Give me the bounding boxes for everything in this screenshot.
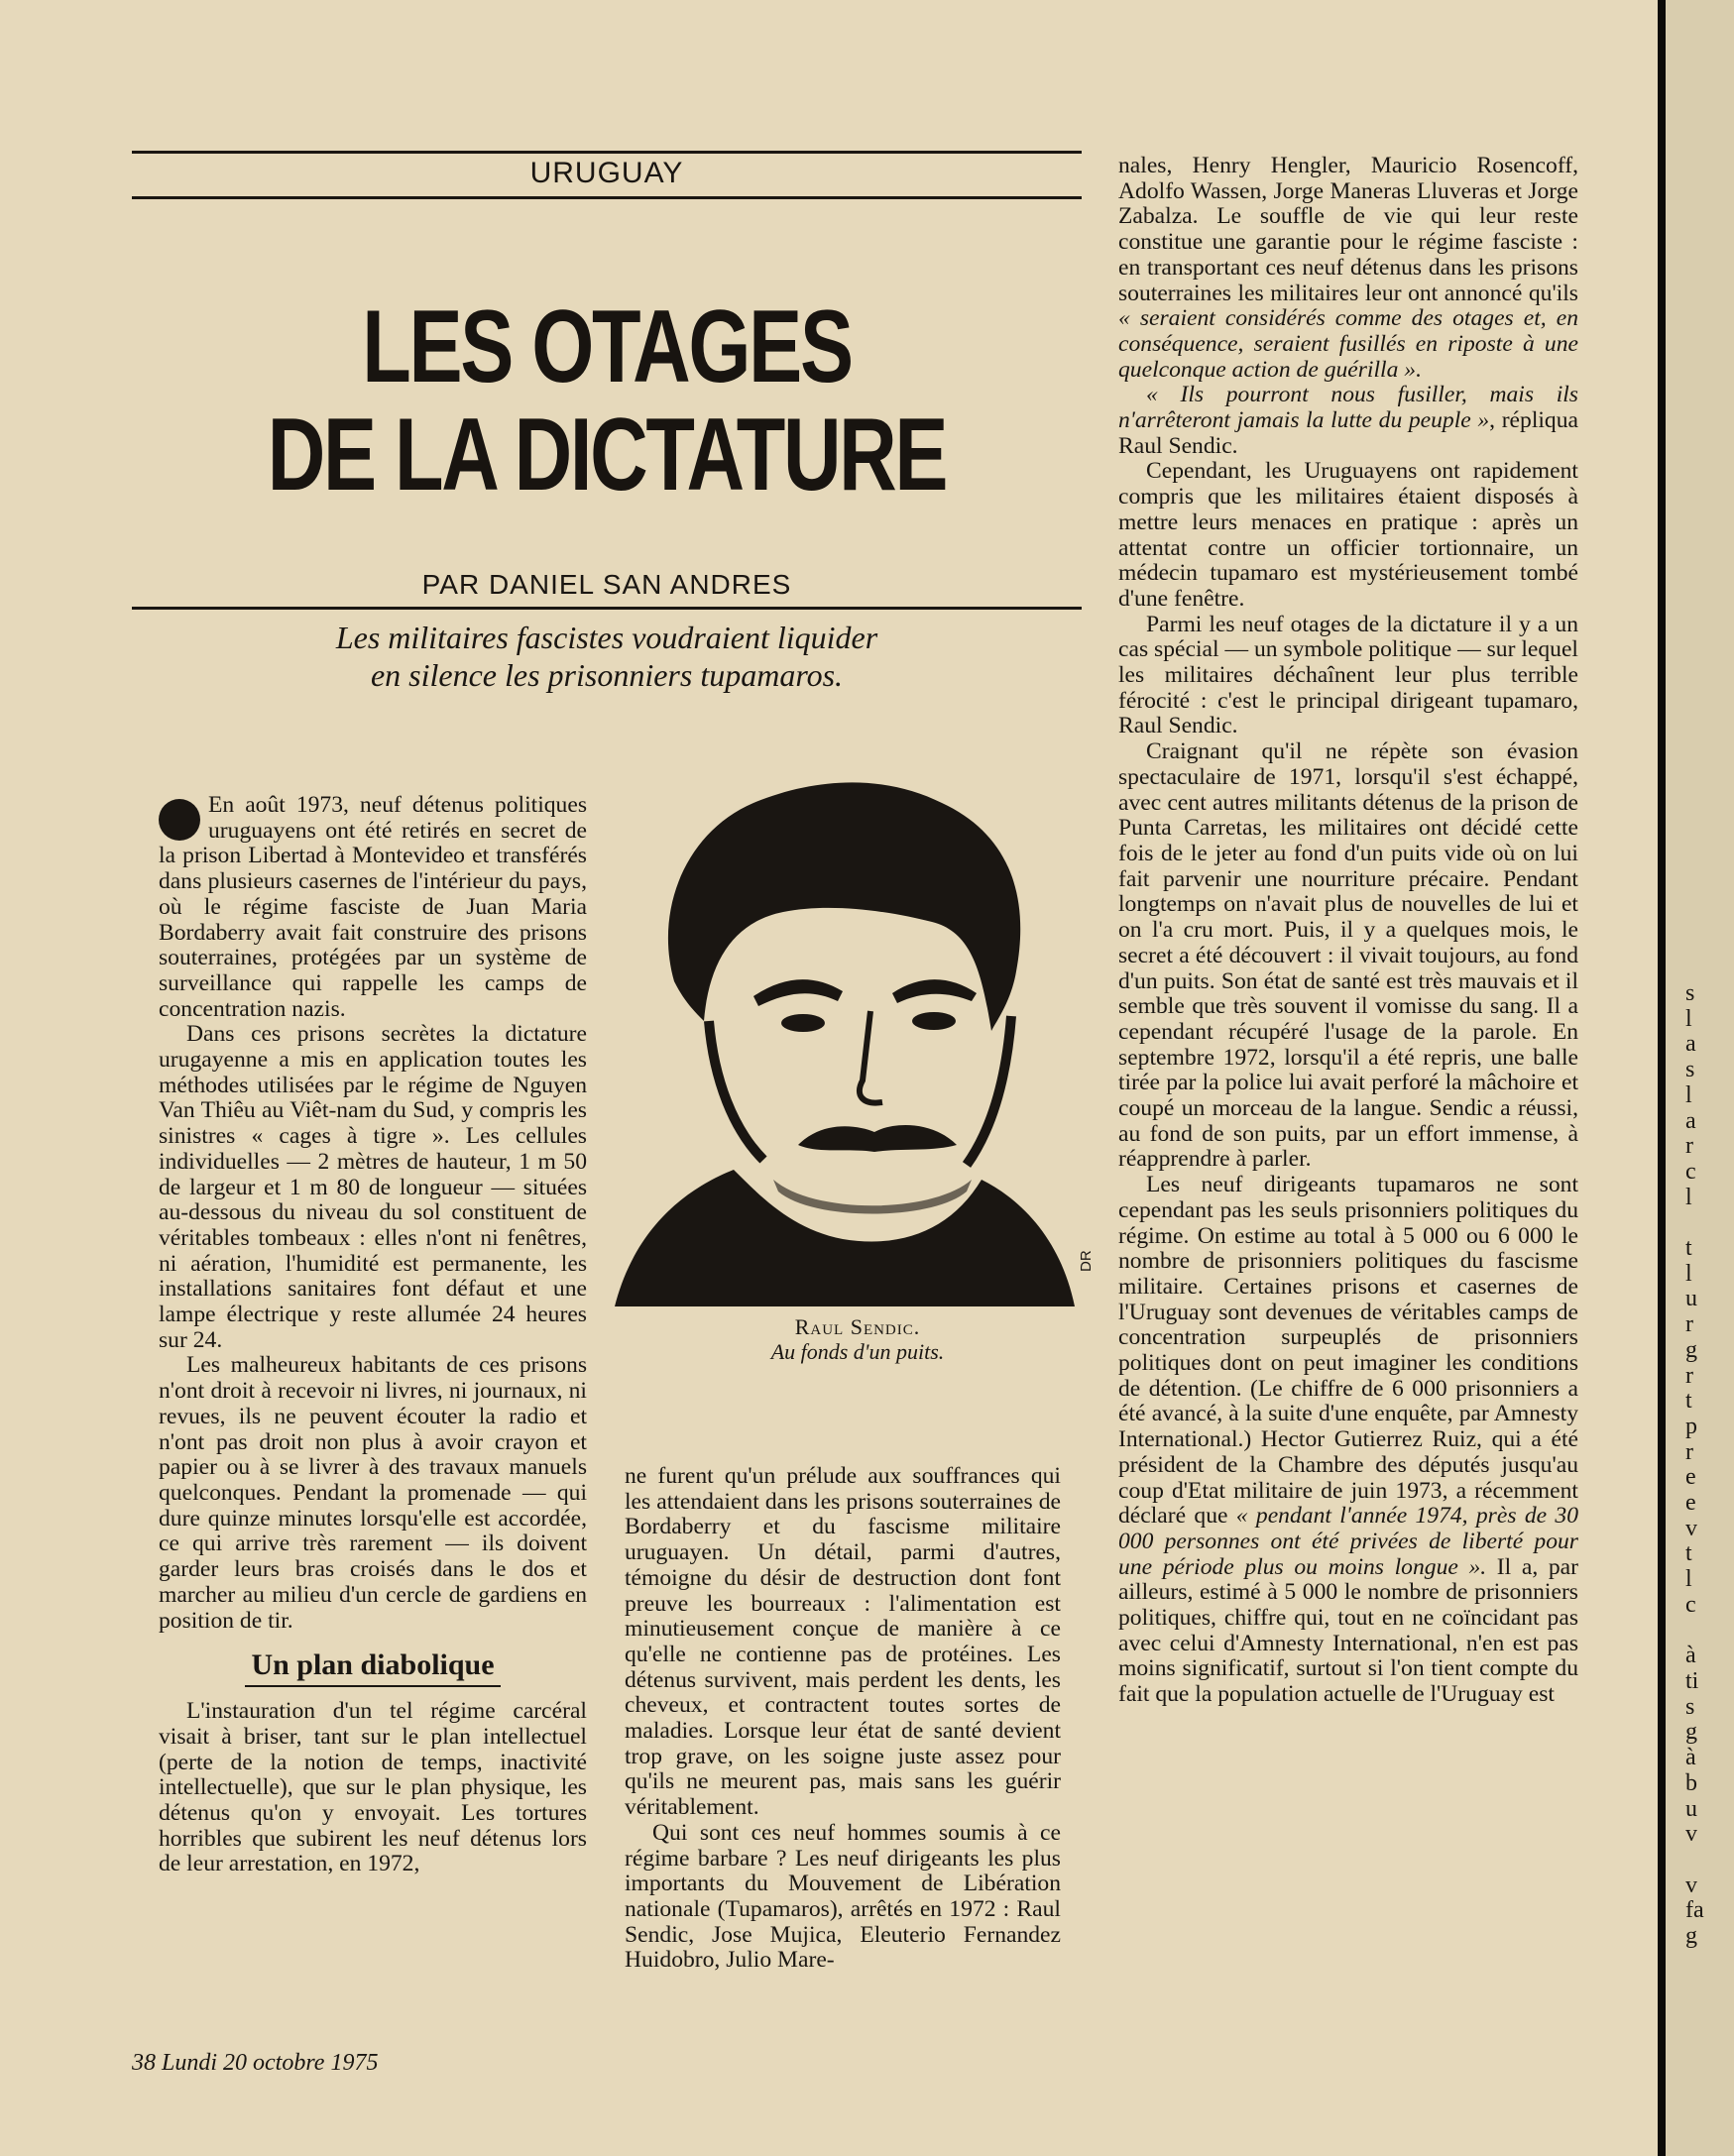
adjacent-page-letter: [1685, 1848, 1704, 1873]
headline-line-1: LES OTAGES: [362, 289, 852, 404]
paragraph: Cependant, les Uruguayens ont rapidement compris que les militaires étaient disposés à mettre leurs menaces en pratique : après un attentat contre un officier tortionnaire, un médecin tupamaro est mystérieusement tombé d'une fenêtre.: [1118, 458, 1578, 612]
paragraph: Qui sont ces neuf hommes soumis à ce régime barbare ? Les neuf dirigeants les plus importants du Mouvement de Libération nationale (Tupamaros), arrêtés en 1972 : Raul Sendic, Jose Mujica, Eleuterio Fernandez Huidobro, Julio Mare-: [625, 1819, 1061, 1974]
paragraph: L'instauration d'un tel régime carcéral visait à briser, tant sur le plan intellectuel (perte de la notion de temps, inactivité intellectuelle), que sur le plan physique, les détenus qu'on y envoyait. Les tortures horribles que subirent les neuf détenus lors de leur arrestation, en 1972,: [159, 1698, 587, 1877]
quote: « seraient considérés comme des otages et, en conséquence, seraient fusillés en riposte à une quelconque action de guérilla ».: [1118, 305, 1578, 383]
paragraph-text: Les neuf dirigeants tupamaros ne sont cependant pas les seuls prisonniers politiques du régime. On estime au total à 5 000 ou 6 000 le nombre de prisonniers politiques du fascisme militaire. Certaines prisons et casernes de l'Uruguay sont devenues de véritables camps de concentration surpeuplés de prisonniers politiques dont on peut imaginer les conditions de détention. (Le chiffre de 6 000 prisonniers a été avancé, à la suite d'une enquête, par Amnesty International.) Hector Gutierrez Ruiz, qui a été président de la Chambre des députés jusqu'au coup d'Etat militaire de juin 1973, a récemment déclaré que: [1118, 1172, 1578, 1530]
adjacent-page-letter: [1685, 1619, 1704, 1645]
paragraph: [159, 793, 587, 1022]
adjacent-page-letter: [1685, 1210, 1704, 1236]
eyebrow-right: [892, 979, 977, 1003]
portrait-illustration: [615, 763, 1075, 1306]
adjacent-page-letter: p: [1685, 1413, 1697, 1439]
article-column-2: [625, 1464, 1061, 1974]
photo-caption: [694, 1314, 1021, 1364]
article-column-3: [1118, 154, 1578, 1708]
adjacent-page-letter: ti: [1685, 1667, 1699, 1694]
adjacent-page-letter: e: [1685, 1464, 1696, 1491]
subheading-text: Un plan diabolique: [245, 1647, 500, 1687]
bullet-dot-icon: [159, 799, 200, 841]
adjacent-page-letter: c: [1685, 1591, 1696, 1618]
quote: « pendant l'année 1974, près de 30 000 personnes ont été privées de liberté pour une période plus ou moins longue ».: [1118, 1503, 1578, 1580]
photo-credit: DR: [1078, 1250, 1095, 1272]
cheek-left: [709, 1021, 763, 1160]
adjacent-page-letter: l: [1685, 1005, 1692, 1032]
adjacent-page-letter: s: [1685, 1057, 1695, 1083]
adjacent-page-letter: e: [1685, 1490, 1696, 1517]
nose: [860, 1011, 882, 1103]
adjacent-page-letter: t: [1685, 1388, 1692, 1415]
adjacent-page-letter: g: [1685, 1923, 1697, 1950]
adjacent-page-letter: t: [1685, 1235, 1692, 1262]
adjacent-page-edge: [1666, 0, 1734, 2156]
adjacent-page-letter: c: [1685, 1158, 1696, 1185]
subheading: [159, 1647, 587, 1687]
shoulders: [615, 1170, 1075, 1306]
cheek-right: [967, 1016, 1011, 1165]
adjacent-page-letter: l: [1685, 1184, 1692, 1210]
article-column-1: [159, 793, 587, 1877]
adjacent-page-letter: s: [1685, 980, 1695, 1006]
paragraph: [1118, 383, 1578, 459]
adjacent-page-letter: l: [1685, 1566, 1692, 1593]
paragraph-text: Il a, par ailleurs, estimé à 5 000 le nombre de prisonniers politiques, chiffre qui, tout en ne coïncidant pas avec celui d'Amnesty International, n'en est pas moins significatif, surtout si l'on tient compte du fait que la population actuelle de l'Uruguay est: [1118, 1553, 1578, 1708]
adjacent-page-letter: a: [1685, 1107, 1696, 1134]
moustache: [798, 1125, 957, 1152]
paragraph: Les malheureux habitants de ces prisons n'ont droit à recevoir ni livres, ni journaux, ni revues, ils ne peuvent écouter la radio et n'ont pas droit non plus à avoir crayon et papier ou à se livrer à des travaux manuels quelconques. Pendant la promenade — qui dure quinze minutes lorsqu'elle est accordée, ce qui arrive très rarement — ils doivent garder leurs bras croisés dans le dos et marcher au milieu d'un cercle de gardiens en position de tir.: [159, 1352, 587, 1634]
dek-line-2: en silence les prisonniers tupamaros.: [370, 657, 844, 693]
paragraph: Dans ces prisons secrètes la dictature urugayenne a mis en application toutes les méthodes utilisées par le régime de Nguyen Van Thiêu au Viêt-nam du Sud, y compris les sinistres « cages à tigre ». Les cellules individuelles — 2 mètres de hauteur, 1 m 50 de largeur et 1 m 80 de longueur — situées au-dessous du niveau du sol constituent de véritables tombeaux : elles n'ont ni fenêtres, ni aération, l'humidité est permanente, les installations sanitaires font défaut et une lampe électrique y reste allumée 24 heures sur 24.: [159, 1021, 587, 1353]
adjacent-page-letters: [1685, 981, 1704, 1950]
paragraph: [1118, 154, 1578, 383]
eye-right: [912, 1012, 956, 1030]
section-rule-bottom: [132, 196, 1082, 199]
adjacent-page-letter: l: [1685, 1081, 1692, 1108]
adjacent-page-letter: a: [1685, 1031, 1696, 1058]
headline-line-2: DE LA DICTATURE: [267, 397, 947, 512]
paragraph: Craignant qu'il ne répète son évasion spectaculaire de 1971, lorsqu'il s'est échappé, avec cent autres militants détenus de la prison de Punta Carretas, les militaires ont décidé cette fois de le jeter au fond d'un puits vide où on lui fait parvenir une nourriture précaire. Pendant longtemps on n'avait plus de nouvelles de lui et on l'a cru mort. Puis, il y a quelques mois, le secret a été découvert : il vivait toujours, au fond d'un puits. Son état de santé est très mauvais et il semble que très souvent il vomisse du sang. Il a cependant récupéré l'usage de la parole. En septembre 1972, lorsqu'il a été repris, une balle tirée par la police lui avait perforé la mâchoire et coupé un morceau de la langue. Sendic a réussi, au fond de son puits, par un effort immense, à réapprendre à parler.: [1118, 738, 1578, 1173]
adjacent-page-letter: à: [1685, 1643, 1696, 1669]
adjacent-page-letter: v: [1685, 1872, 1697, 1898]
adjacent-page-letter: r: [1685, 1133, 1693, 1160]
adjacent-page-letter: t: [1685, 1540, 1692, 1567]
paragraph: [1118, 1173, 1578, 1708]
headline: [236, 289, 977, 512]
section-label: URUGUAY: [529, 157, 684, 189]
dek-line-1: Les militaires fascistes voudraient liquider: [335, 620, 878, 655]
page-folio: 38 Lundi 20 octobre 1975: [132, 2050, 379, 2076]
adjacent-page-letter: r: [1685, 1311, 1693, 1338]
caption-name: Raul Sendic.: [794, 1314, 921, 1339]
adjacent-page-letter: fa: [1685, 1897, 1704, 1924]
caption-text: Au fonds d'un puits.: [770, 1339, 945, 1364]
byline-rule: [132, 607, 1082, 610]
quote: « Ils pourront nous fusiller, mais ils n'arrêteront jamais la lutte du peuple »: [1118, 382, 1578, 434]
paragraph-text: En août 1973, neuf détenus politiques uruguayens ont été retirés en secret de la prison Libertad à Montevideo et transférés dans plusieurs casernes de l'intérieur du pays, où le régime fasciste de Juan Maria Bordaberry avait fait construire des prisons souterraines, protégées par un système de surveillance qui rappelle les camps de concentration nazis.: [159, 792, 587, 1022]
adjacent-page-letter: u: [1685, 1795, 1697, 1822]
adjacent-page-letter: g: [1685, 1336, 1697, 1363]
adjacent-page-letter: r: [1685, 1438, 1693, 1465]
adjacent-page-letter: s: [1685, 1693, 1695, 1720]
adjacent-page-letter: u: [1685, 1286, 1697, 1312]
adjacent-page-letter: r: [1685, 1362, 1693, 1389]
paragraph: Parmi les neuf otages de la dictature il y a un cas spécial — un symbole politique — sur lequel les militaires déchaînent leur plus terrible férocité : c'est le principal dirigeant tupamaro, Raul Sendic.: [1118, 611, 1578, 739]
chin-shadow: [773, 1180, 972, 1214]
eye-left: [781, 1014, 825, 1032]
adjacent-page-letter: g: [1685, 1719, 1697, 1746]
byline: PAR DANIEL SAN ANDRES: [421, 569, 792, 600]
eyebrow-left: [753, 979, 843, 1006]
dek: [132, 619, 1082, 694]
adjacent-page-letter: v: [1685, 1821, 1697, 1848]
adjacent-page-letter: à: [1685, 1745, 1696, 1771]
paragraph: ne furent qu'un prélude aux souffrances qui les attendaient dans les prisons souterraines de Bordaberry et du fascisme militaire uruguayen. Un détail, parmi d'autres, témoigne du désir de destruction dont font preuve les bourreaux : l'alimentation est minutieusement conçue de manière à ce qu'elle ne contienne pas de protéines. Les détenus survivent, mais perdent les dents, les cheveux, et contractent toutes sortes de maladies. Lorsque leur état de santé devient trop grave, on les soigne juste assez pour qu'ils ne meurent pas, mais sans les guérir véritablement.: [625, 1463, 1061, 1821]
paragraph-text: nales, Henry Hengler, Mauricio Rosencoff, Adolfo Wassen, Jorge Maneras Lluveras et Jorge Zabalza. Le souffle de vie qui leur reste constitue une garantie pour le régime fasciste : en transportant ces neuf détenus dans les prisons souterraines les militaires leur ont annoncé qu'ils: [1118, 153, 1578, 306]
adjacent-page-letter: l: [1685, 1260, 1692, 1287]
paragraph-text: , répliqua Raul Sendic.: [1118, 407, 1578, 459]
section-rule-top: [132, 151, 1082, 154]
adjacent-page-letter: b: [1685, 1769, 1697, 1796]
adjacent-page-letter: v: [1685, 1515, 1697, 1541]
